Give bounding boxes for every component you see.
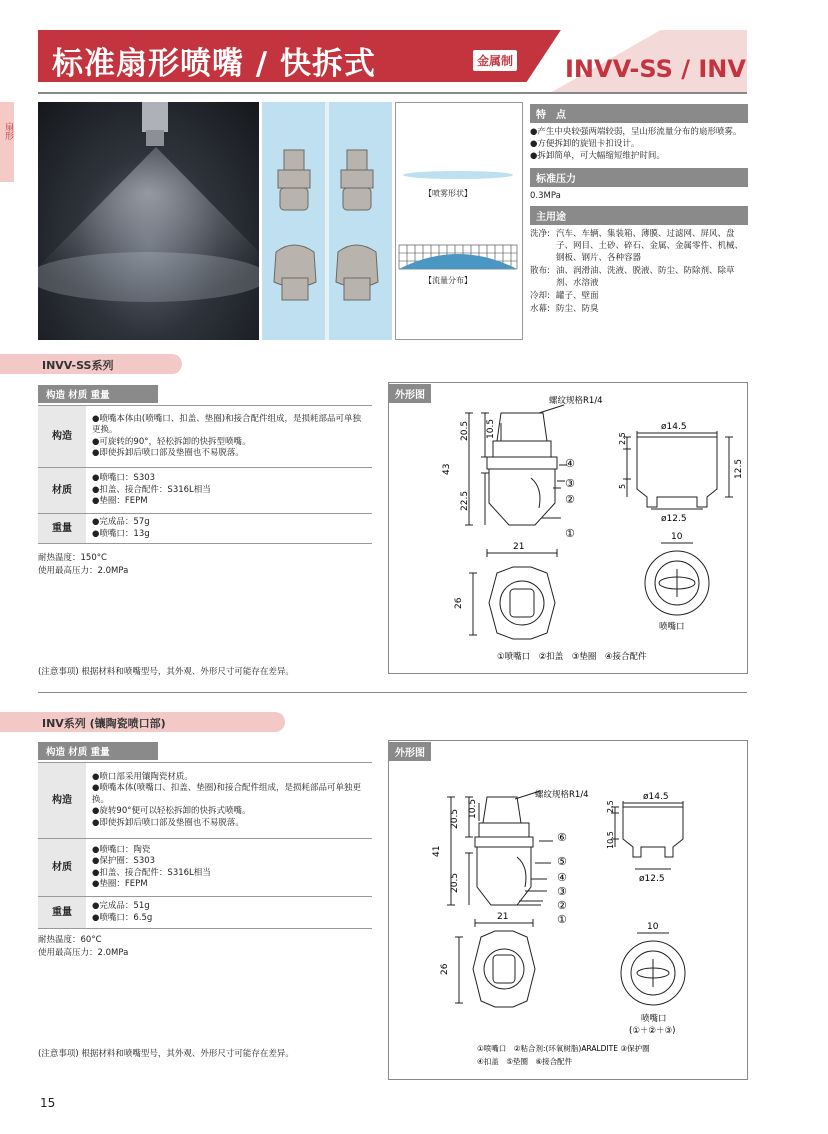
outlet-sublabel: (①＋②＋③): [629, 1026, 676, 1036]
spec-key: 重量: [38, 514, 86, 544]
part-number: ④: [565, 457, 575, 470]
spec-key: 材质: [38, 468, 86, 514]
spec-line: ●即使拆卸后喷口部及垫圈也不易脱落。: [92, 448, 244, 458]
series1-note: (注意事项) 根据材料和喷嘴型号，其外观、外形尺寸可能存在差异。: [38, 667, 294, 677]
photo-divider: [325, 102, 329, 340]
series2-figure-head: 外形图: [389, 742, 431, 761]
dim-label: 10: [671, 532, 683, 542]
section-divider: [38, 692, 747, 693]
use-row: [530, 228, 748, 264]
spec-row: [38, 763, 372, 839]
dim-label: 43: [442, 463, 452, 475]
features-title: 特 点: [530, 104, 748, 123]
material-badge: 金属制: [472, 49, 518, 72]
pressure-title: 标准压力: [530, 168, 748, 187]
use-value: 汽车、车辆、集装箱、薄膜、过滤网、屏风、盘子、网目、土砂、碎石、金属、金属零件、机械、钢板、钢片、各种容器: [556, 229, 744, 263]
spec-line: ●喷口部采用镶陶瓷材质。: [92, 771, 193, 782]
spray-photo: [38, 102, 259, 340]
series1-figure: [388, 382, 748, 674]
spec-row: [38, 897, 372, 929]
part-number: ②: [557, 899, 567, 912]
dim-label: ø14.5: [661, 422, 687, 432]
dim-label: 5: [618, 483, 627, 489]
series2-thread: 螺纹规格R1/4: [535, 790, 589, 800]
spec-line: ●喷嘴口：13g: [92, 528, 150, 539]
series2-spec-table: [38, 762, 372, 929]
header-divider: [38, 92, 747, 94]
spec-line: ●即使拆卸后喷口部及垫圈也不易脱落。: [92, 817, 244, 828]
series1-title: INVV-SS系列: [0, 354, 182, 374]
spec-line: ●喷嘴口：陶瓷: [92, 844, 151, 855]
spec-line: ●垫圈：FEPM: [92, 879, 148, 889]
series1-pressure: 使用最高压力：2.0MPa: [38, 566, 129, 576]
part-number: ①: [565, 527, 575, 540]
series2-figure: [388, 740, 748, 1080]
spec-row: [38, 468, 372, 514]
spray-diagram-art: [396, 103, 522, 339]
part-number: ③: [565, 477, 575, 490]
series1-spec-head: 构造 材质 重量: [38, 385, 158, 403]
uses-title: 主用途: [530, 206, 748, 225]
dim-label: 10.5: [486, 418, 496, 439]
use-row: [530, 265, 748, 289]
series1-spec-table: [38, 405, 372, 544]
part-number: ⑥: [557, 831, 567, 844]
dim-label: 41: [432, 845, 442, 857]
part-number: ④: [557, 871, 567, 884]
parts-legend: ④扣盖 ⑤垫圈 ⑥接合配件: [477, 1057, 573, 1066]
dim-label: 2.5: [618, 432, 627, 445]
dim-label: ø14.5: [643, 792, 669, 802]
spec-line: ●喷嘴口：6.5g: [92, 912, 153, 923]
dim-label: 20.5: [450, 808, 460, 829]
series1-temp: 耐热温度：150°C: [38, 553, 107, 563]
dim-label: ø12.5: [661, 514, 687, 524]
series2-temp: 耐热温度：60°C: [38, 935, 102, 945]
outlet-label: 喷嘴口: [659, 622, 685, 632]
spec-line: ●喷嘴本体由(喷嘴口、扣盖、垫圈)和接合配件组成，是损耗部品可单独更换。: [92, 413, 362, 435]
spec-line: ●旋转90°便可以轻松拆卸的快拆式喷嘴。: [92, 806, 251, 817]
side-category-tab: [0, 102, 14, 182]
series2-spec-head: 构造 材质 重量: [38, 742, 158, 760]
dim-label: 26: [440, 963, 450, 975]
dim-label: 21: [513, 542, 525, 552]
dim-label: 21: [497, 912, 509, 922]
spec-key: 材质: [38, 839, 86, 897]
spec-line: ●扣盖、接合配件：S316L相当: [92, 484, 211, 495]
pressure-value: 0.3MPa: [530, 191, 561, 201]
use-value: 防尘、防臭: [556, 304, 599, 314]
outlet-label: 喷嘴口: [641, 1014, 667, 1024]
part-number: ②: [565, 493, 575, 506]
spec-key: 重量: [38, 897, 86, 929]
spec-line: ●喷嘴口：S303: [92, 473, 156, 484]
dim-label: 20.5: [460, 420, 470, 441]
spec-row: [38, 406, 372, 468]
dim-label: 10: [647, 922, 659, 932]
spec-line: ●扣盖、接合配件：S316L相当: [92, 867, 211, 878]
dim-label: 26: [454, 597, 464, 609]
feature-item: ●产生中央较强两端较弱，呈山形流量分布的扇形喷雾。: [530, 127, 742, 137]
dim-label: ø12.5: [639, 874, 665, 884]
spray-pattern-caption: 【喷雾形状】: [424, 189, 472, 198]
dim-label: 10.5: [606, 831, 615, 849]
spec-row: [38, 514, 372, 544]
part-number: ⑤: [557, 855, 567, 868]
use-key: 水幕:: [530, 304, 550, 314]
feature-item: ●拆卸简单，可大幅缩短维护时间。: [530, 151, 665, 161]
use-key: 散布:: [530, 266, 550, 276]
series2-drawing: [389, 741, 747, 1079]
product-code: INVV-SS / INV: [565, 55, 746, 83]
series1-figure-head: 外形图: [389, 384, 431, 403]
use-row: [530, 303, 748, 315]
use-key: 洗净:: [530, 229, 550, 239]
parts-legend: ①喷嘴口 ②粘合剂:(环氧树脂)ARALDITE ③保护圈: [477, 1044, 650, 1053]
use-row: [530, 290, 748, 302]
use-value: 罐子、壁面: [556, 291, 599, 301]
spray-photo-art: [38, 102, 259, 340]
use-key: 冷却:: [530, 291, 550, 301]
spec-key: 构造: [38, 763, 86, 839]
series1-thread: 螺纹规格R1/4: [549, 396, 603, 406]
use-value: 油、润滑油、洗液、脱液、防尘、防除剂、除草剂、水溶液: [556, 266, 735, 288]
series2-pressure: 使用最高压力：2.0MPa: [38, 948, 129, 958]
spec-line: ●垫圈：FEPM: [92, 496, 148, 507]
dim-label: 2.5: [606, 800, 615, 813]
series1-drawing: [389, 383, 747, 673]
spec-line: ●可旋转的90°，轻松拆卸的快拆型喷嘴。: [92, 436, 251, 447]
series2-title: INV系列 (镶陶瓷喷口部): [0, 712, 285, 732]
features-panel: [530, 104, 748, 316]
flow-distribution-caption: 【流量分布】: [424, 276, 472, 285]
page-title: 标准扇形喷嘴 / 快拆式: [52, 46, 376, 82]
spec-line: ●喷嘴本体(喷嘴口、扣盖、垫圈)和接合配件组成，是损耗部品可单独更换。: [92, 783, 362, 805]
spec-line: ●完成品：57g: [92, 517, 150, 527]
spec-row: [38, 839, 372, 897]
spec-key: 构造: [38, 406, 86, 468]
spec-line: ●保护圈：S303: [92, 856, 156, 866]
dim-label: 10.5: [468, 798, 478, 819]
spec-line: ●完成品：51g: [92, 901, 150, 911]
part-number: ③: [557, 885, 567, 898]
page-number: 15: [40, 1096, 56, 1110]
feature-item: ●方便拆卸的旋钮卡扣设计。: [530, 139, 640, 149]
dim-label: 12.5: [734, 458, 744, 479]
spray-diagram-box: [395, 102, 523, 340]
side-tab-label: 扇形: [3, 122, 13, 140]
series2-note: (注意事项) 根据材料和喷嘴型号，其外观、外形尺寸可能存在差异。: [38, 1049, 294, 1059]
parts-legend: ①喷嘴口 ②扣盖 ③垫圈 ④接合配件: [497, 652, 647, 662]
part-number: ①: [557, 913, 567, 926]
dim-label: 20.5: [450, 872, 460, 893]
dim-label: 22.5: [460, 490, 470, 511]
